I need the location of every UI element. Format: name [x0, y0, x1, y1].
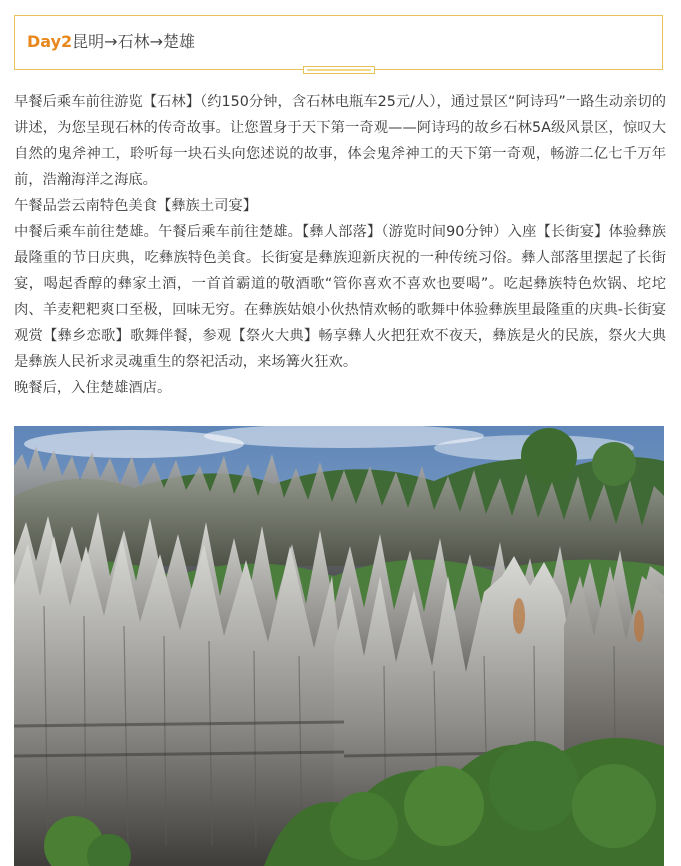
paragraph-stone-forest: 早餐后乘车前往游览【石林】（约150分钟，含石林电瓶车25元/人），通过景区“阿诗玛”一路生动亲切的讲述，为您呈现石林的传奇故事。让您置身于天下第一奇观——阿诗玛的故乡石林5A级风景区，惊叹大自然的鬼斧神工，聆听每一块石头向您述说的故事，体会鬼斧神工的天下第一奇观，畅游二亿七千万年前，浩瀚海洋之海底。	[14, 94, 666, 188]
day-header	[14, 15, 663, 70]
header-decoration	[303, 66, 375, 74]
paragraph-evening: 晚餐后，入住楚雄酒店。	[14, 380, 172, 396]
itinerary-content	[14, 89, 666, 401]
paragraph-afternoon: 中餐后乘车前往楚雄。午餐后乘车前往楚雄。【彝人部落】（游览时间90分钟）入座【长街宴】体验彝族最隆重的节日庆典，吃彝族特色美食。长街宴是彝族迎新庆祝的一种传统习俗。彝人部落里摆起了长街宴，喝起香醇的彝家土酒，一首首霸道的敬酒歌“管你喜欢不喜欢也要喝”。吃起彝族特色炊锅、坨坨肉、羊麦粑粑爽口至极，回味无穷。在彝族姑娘小伙热情欢畅的歌舞中体验彝族里最隆重的庆典-长街宴观赏【彝乡恋歌】歌舞伴餐，参观【祭火大典】畅享彝人火把狂欢不夜天，彝族是火的民族，祭火大典是彝族人民祈求灵魂重生的祭祀活动，来场篝火狂欢。	[14, 224, 666, 370]
day-route: 昆明→石林→楚雄	[72, 32, 195, 51]
day-label: Day2	[27, 32, 73, 51]
stone-forest-photo	[14, 426, 664, 866]
day-title	[27, 31, 195, 53]
paragraph-lunch: 午餐品尝云南特色美食【彝族土司宴】	[14, 198, 258, 214]
